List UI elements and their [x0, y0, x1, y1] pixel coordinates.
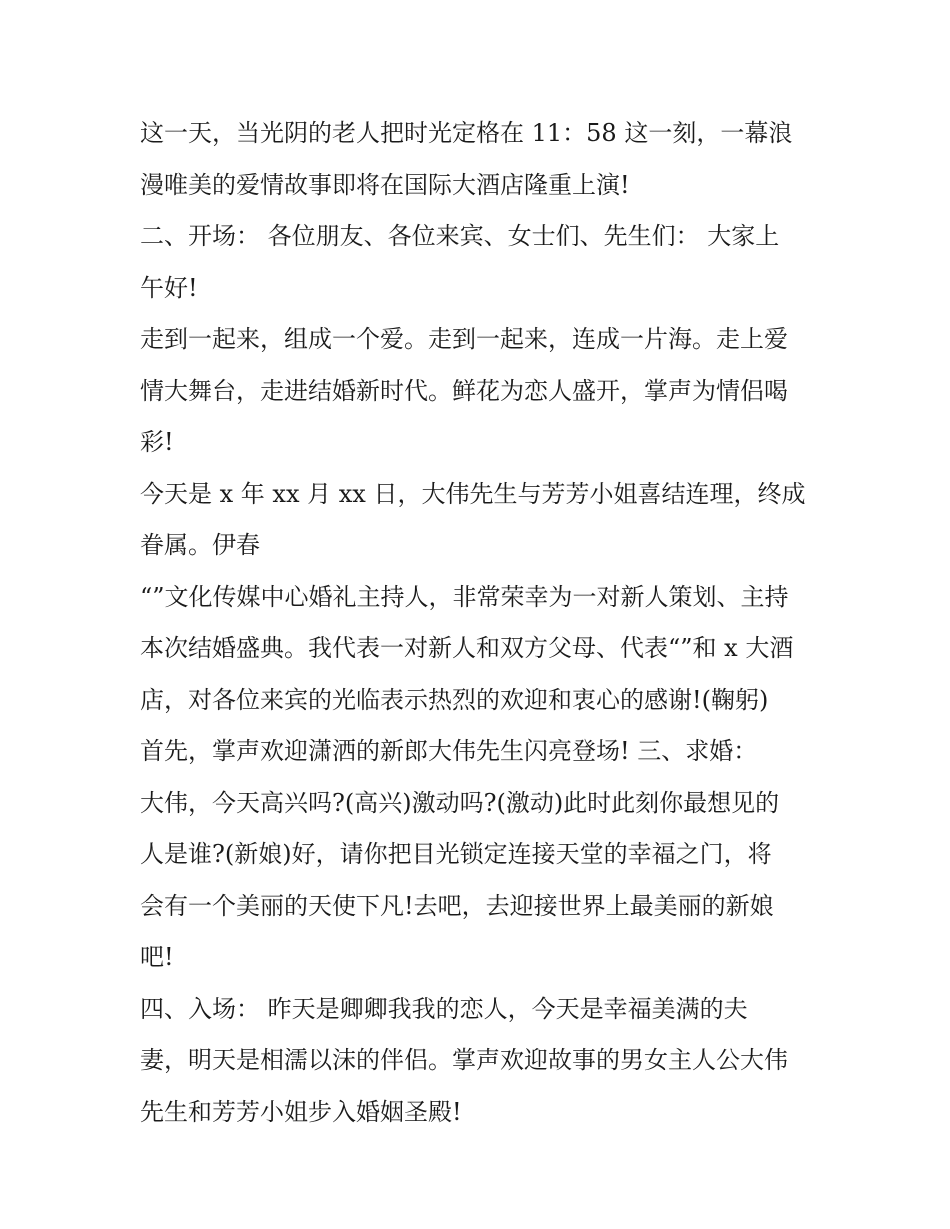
text-line: 二、开场： 各位朋友、各位来宾、女士们、先生们： 大家上 — [140, 222, 780, 250]
text-line: “”文化传媒中心婚礼主持人，非常荣幸为一对新人策划、主持 — [140, 582, 789, 611]
text-line: 会有一个美丽的天使下凡!去吧，去迎接世界上最美丽的新娘 — [140, 891, 774, 920]
text-line: 大伟，今天高兴吗?(高兴)激动吗?(激动)此时此刻你最想见的 — [140, 788, 780, 817]
text-line: 店，对各位来宾的光临表示热烈的欢迎和衷心的感谢!(鞠躬) — [140, 685, 769, 714]
text-line: 四、入场： 昨天是卿卿我我的恋人，今天是幸福美满的夫 — [140, 994, 748, 1023]
text-line: 今天是 x 年 xx 月 xx 日，大伟先生与芳芳小姐喜结连理，终成 — [140, 479, 806, 508]
text-line: 这一天，当光阴的老人把时光定格在 11：58 这一刻，一幕浪 — [140, 119, 793, 147]
text-line: 首先，掌声欢迎潇洒的新郎大伟先生闪亮登场! 三、求婚： — [140, 737, 758, 765]
text-line: 吧! — [140, 943, 174, 971]
text-line: 人是谁?(新娘)好，请你把目光锁定连接天堂的幸福之门，将 — [140, 840, 772, 868]
text-line: 眷属。伊春 — [140, 531, 260, 559]
text-line: 妻，明天是相濡以沫的伴侣。掌声欢迎故事的男女主人公大伟 — [140, 1046, 788, 1074]
text-line: 走到一起来，组成一个爱。走到一起来，连成一片海。走上爱 — [140, 325, 788, 353]
text-line: 彩! — [140, 428, 174, 456]
text-line: 本次结婚盛典。我代表一对新人和双方父母、代表“”和 x 大酒 — [140, 634, 794, 662]
text-line: 漫唯美的爱情故事即将在国际大酒店隆重上演! — [140, 170, 630, 199]
text-line: 情大舞台，走进结婚新时代。鲜花为恋人盛开，掌声为情侣喝 — [140, 376, 788, 405]
text-line: 先生和芳芳小姐步入婚姻圣殿! — [140, 1097, 462, 1126]
text-line: 午好! — [140, 273, 198, 302]
body-text — [140, 108, 830, 1138]
